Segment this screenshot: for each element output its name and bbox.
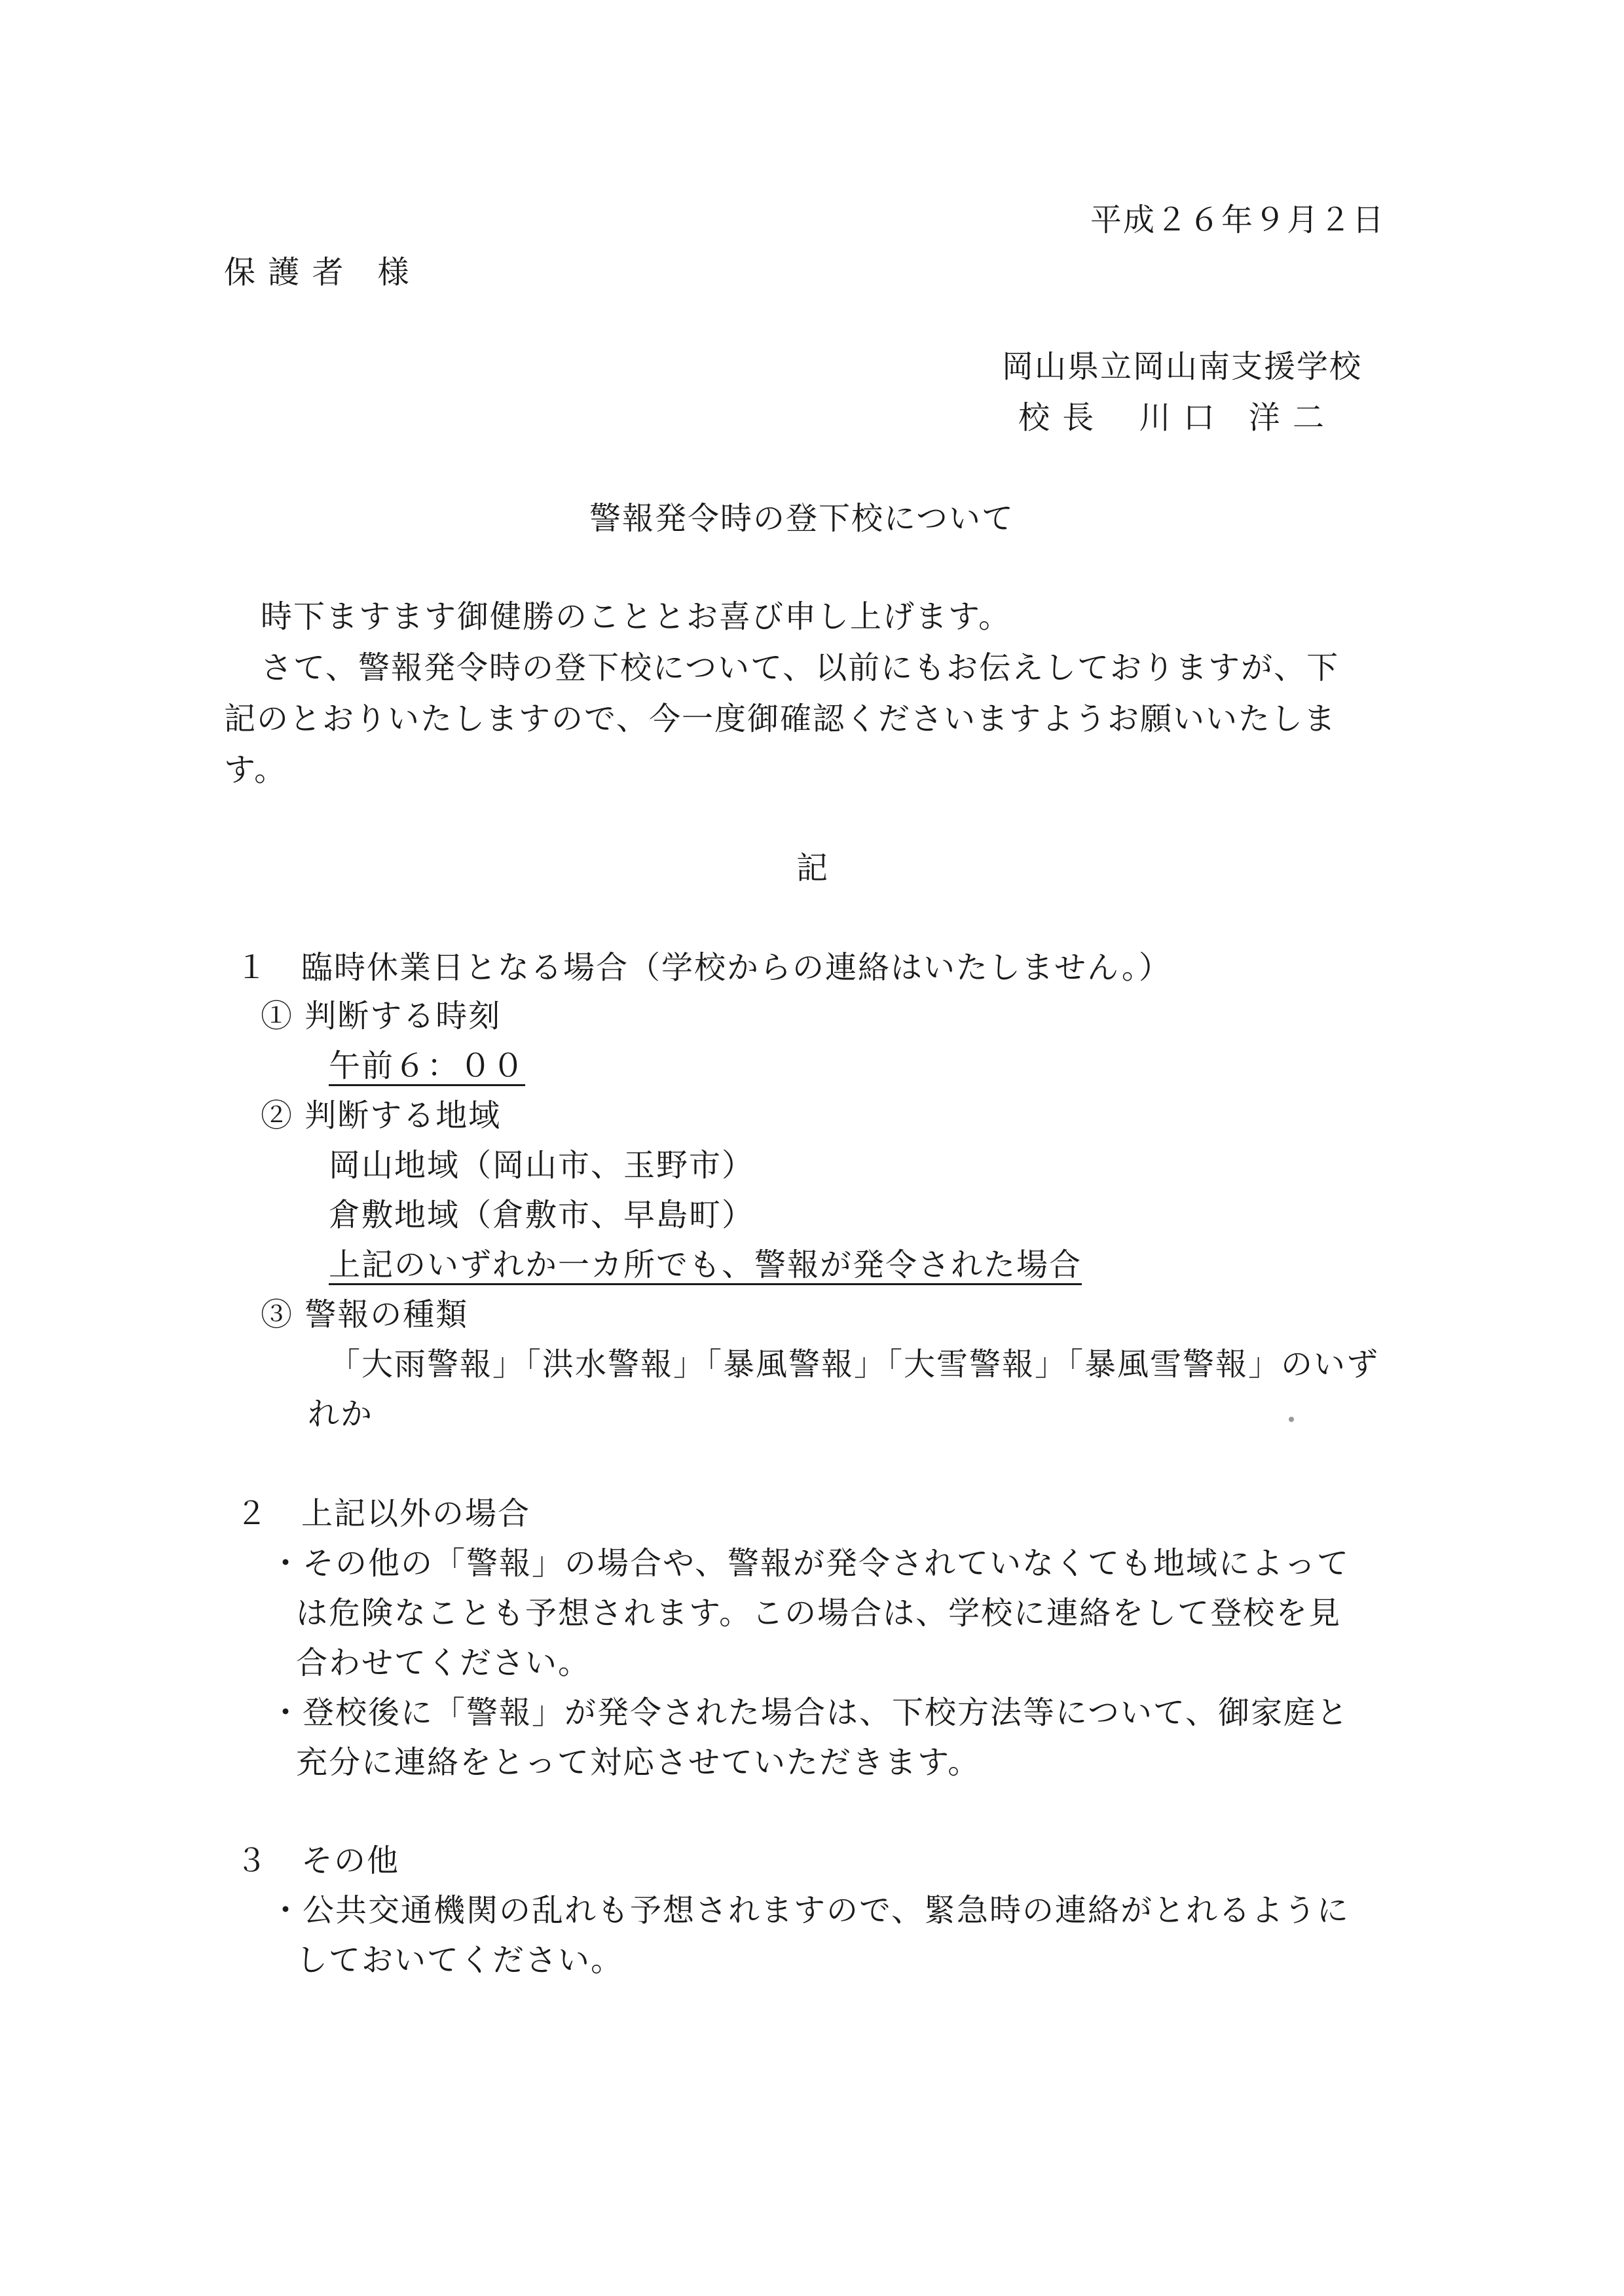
intro-line-4: す。 bbox=[224, 752, 287, 788]
document-date: 平成２６年９月２日 bbox=[1090, 202, 1386, 238]
judgment-time-value: 午前６：００ bbox=[329, 1048, 526, 1084]
judgment-time-label: ① 判断する時刻 bbox=[261, 998, 502, 1034]
principal-name: 校 長 川 口 洋 二 bbox=[1018, 399, 1326, 436]
area-note: 上記のいずれか一カ所でも、警報が発令された場合 bbox=[329, 1247, 1082, 1283]
page-title: 警報発令時の登下校について bbox=[589, 500, 1015, 537]
section-2-bullet-2-line-2: 充分に連絡をとって対応させていただきます。 bbox=[296, 1744, 981, 1781]
section-1-heading: １ 臨時休業日となる場合（学校からの連絡はいたしません。） bbox=[236, 949, 1172, 986]
intro-line-1: 時下ますます御健勝のこととお喜び申し上げます。 bbox=[261, 598, 1012, 635]
warning-types-line-2: れか bbox=[308, 1396, 374, 1432]
ki-heading: 記 bbox=[796, 850, 830, 886]
section-2-heading: ２ 上記以外の場合 bbox=[236, 1495, 531, 1532]
judgment-area-label: ② 判断する地域 bbox=[261, 1097, 502, 1134]
warning-types-label: ③ 警報の種類 bbox=[261, 1296, 469, 1333]
area-kurashiki: 倉敷地域（倉敷市、早島町） bbox=[329, 1197, 755, 1233]
section-2-bullet-1-line-3: 合わせてください。 bbox=[296, 1645, 591, 1681]
intro-line-2: さて、警報発令時の登下校について、以前にもお伝えしておりますが、下 bbox=[261, 649, 1340, 686]
recipient: 保 護 者 様 bbox=[224, 254, 411, 291]
warning-types-line-1: 「大雨警報」「洪水警報」「暴風警報」「大雪警報」「暴風雪警報」のいず bbox=[329, 1346, 1380, 1383]
scan-speck bbox=[1289, 1417, 1294, 1422]
area-okayama: 岡山地域（岡山市、玉野市） bbox=[329, 1147, 755, 1184]
section-3-heading: ３ その他 bbox=[236, 1842, 400, 1879]
intro-line-3: 記のとおりいたしますので、今一度御確認くださいますようお願いいたしま bbox=[224, 701, 1337, 737]
section-3-bullet-1-line-1: ・公共交通機関の乱れも予想されますので、緊急時の連絡がとれるように bbox=[270, 1892, 1350, 1929]
section-2-bullet-2-line-1: ・登校後に「警報」が発令された場合は、下校方法等について、御家庭と bbox=[270, 1694, 1350, 1731]
school-name: 岡山県立岡山南支援学校 bbox=[1002, 348, 1363, 385]
section-3-bullet-1-line-2: しておいてください。 bbox=[296, 1942, 624, 1978]
section-2-bullet-1-line-1: ・その他の「警報」の場合や、警報が発令されていなくても地域によって bbox=[270, 1545, 1350, 1582]
section-2-bullet-1-line-2: は危険なことも予想されます。この場合は、学校に連絡をして登校を見 bbox=[296, 1595, 1342, 1631]
